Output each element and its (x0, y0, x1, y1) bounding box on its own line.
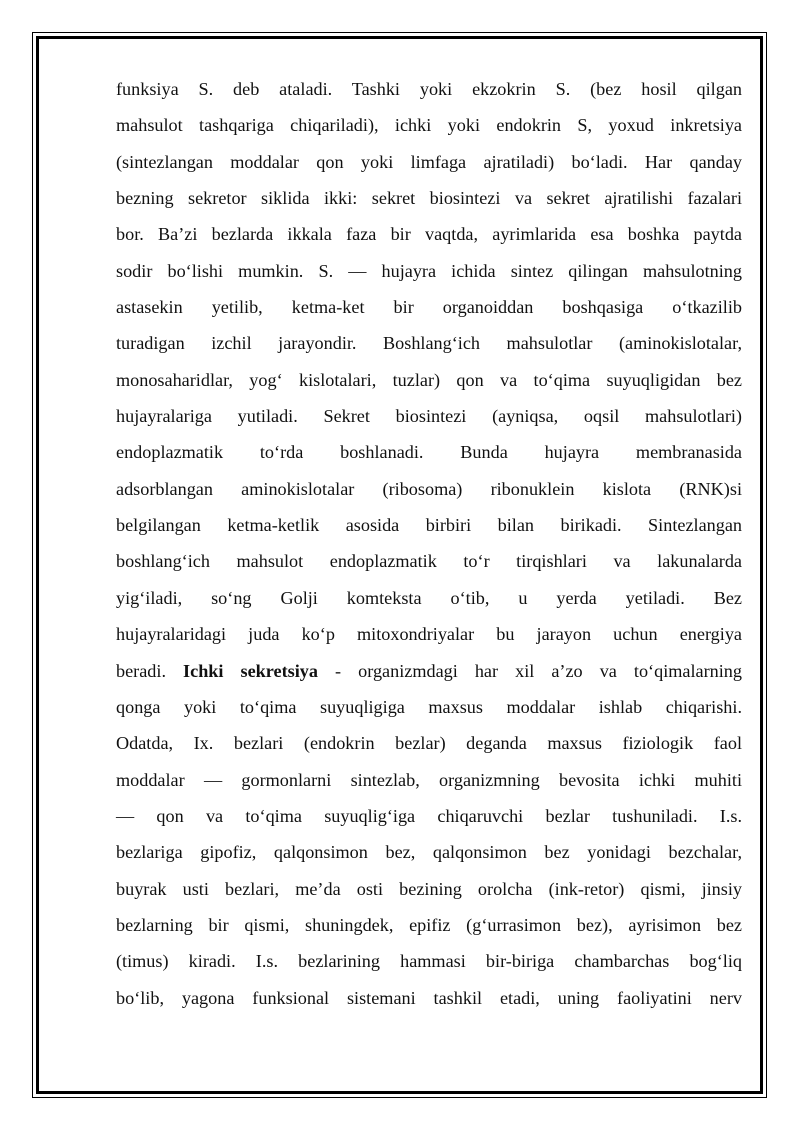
text-line: boshlang‘ich mahsulot endoplazmatik to‘r tirqishlari va lakunalarda (116, 551, 742, 572)
line-suffix: - organizmdagi har xil a’zo va to‘qimalarning (317, 660, 742, 681)
line-prefix: beradi. (116, 660, 184, 681)
text-line: bezlarning bir qismi, shuningdek, epifiz (g‘urrasimon bez), ayrisimon bez (116, 914, 742, 935)
text-line-with-term (116, 653, 742, 689)
text-line: bo‘lib, yagona funksional sistemani tashkil etadi, uning faoliyatini nerv (116, 987, 742, 1008)
text-line: endoplazmatik to‘rda boshlanadi. Bunda hujayra membranasida (116, 442, 742, 463)
text-line: qonga yoki to‘qima suyuqligiga maxsus moddalar ishlab chiqarishi. (116, 696, 742, 717)
bold-term: Ichki sekretsiya (183, 660, 318, 681)
document-body (116, 71, 742, 1016)
text-line: funksiya S. deb ataladi. Tashki yoki ekzokrin S. (bez hosil qilgan (116, 79, 742, 99)
text-line: bezlariga gipofiz, qalqonsimon bez, qalqonsimon bez yonidagi bezchalar, (116, 842, 742, 863)
text-line: buyrak usti bezlari, me’da osti bezining orolcha (ink-retor) qismi, jinsiy (116, 878, 742, 899)
text-line: sodir bo‘lishi mumkin. S. — hujayra ichida sintez qilingan mahsulotning (116, 260, 742, 281)
text-line: adsorblangan aminokislotalar (ribosoma) ribonuklein kislota (RNK)si (116, 478, 742, 499)
text-line: — qon va to‘qima suyuqlig‘iga chiqaruvchi bezlar tushuniladi. I.s. (116, 805, 742, 826)
text-line: turadigan izchil jarayondir. Boshlang‘ich mahsulotlar (aminokislotalar, (116, 333, 742, 354)
text-line: mahsulot tashqariga chiqariladi), ichki yoki endokrin S, yoxud inkretsiya (116, 115, 742, 136)
text-line: hujayralaridagi juda ko‘p mitoxondriyalar bu jarayon uchun energiya (116, 624, 742, 645)
text-line: moddalar — gormonlarni sintezlab, organizmning bevosita ichki muhiti (116, 769, 742, 790)
text-line: (sintezlangan moddalar qon yoki limfaga ajratiladi) bo‘ladi. Har qanday (116, 151, 742, 172)
text-line: yig‘iladi, so‘ng Golji komteksta o‘tib, u yerda yetiladi. Bez (116, 587, 742, 608)
text-line: astasekin yetilib, ketma-ket bir organoiddan boshqasiga o‘tkazilib (116, 297, 742, 318)
text-line: (timus) kiradi. I.s. bezlarining hammasi bir-biriga chambarchas bog‘liq (116, 951, 742, 972)
text-line: hujayralariga yutiladi. Sekret biosintezi (ayniqsa, oqsil mahsulotlari) (116, 406, 742, 427)
text-line: belgilangan ketma-ketlik asosida birbiri bilan birikadi. Sintezlangan (116, 515, 742, 536)
text-line: monosaharidlar, yog‘ kislotalari, tuzlar) qon va to‘qima suyuqligidan bez (116, 369, 742, 390)
text-line: Odatda, Ix. bezlari (endokrin bezlar) deganda maxsus fiziologik faol (116, 733, 742, 754)
text-line: bor. Ba’zi bezlarda ikkala faza bir vaqtda, ayrimlarida esa boshka paytda (116, 224, 742, 245)
text-line: bezning sekretor siklida ikki: sekret biosintezi va sekret ajratilishi fazalari (116, 188, 742, 209)
